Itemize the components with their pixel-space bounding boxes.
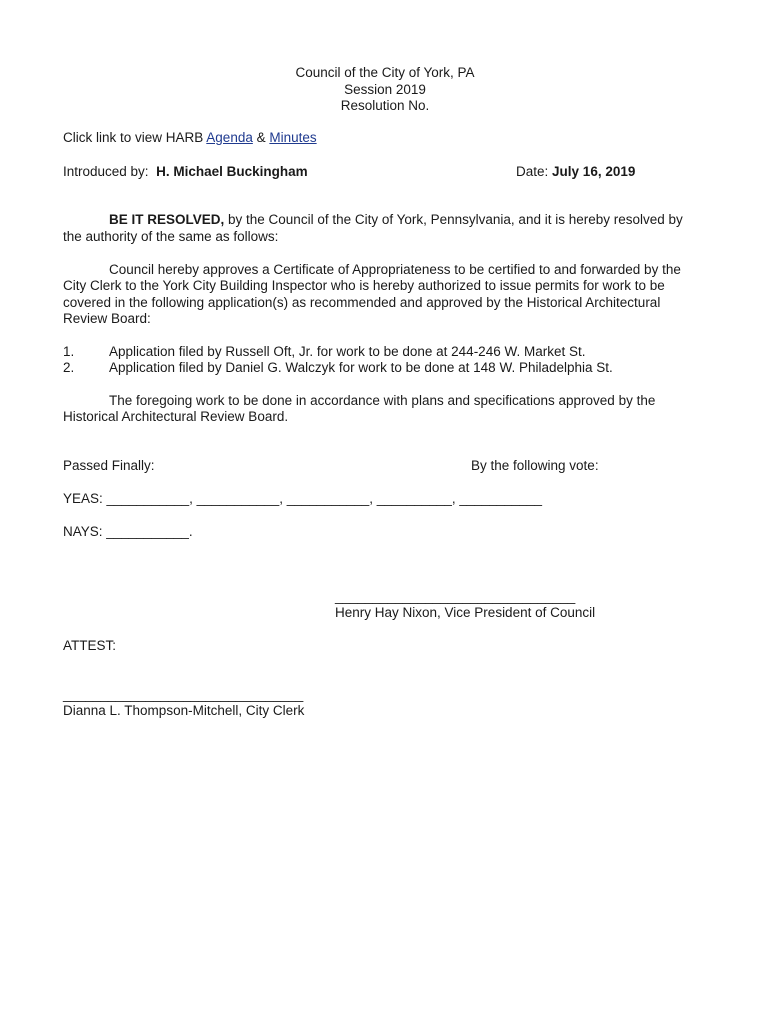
vp-signature-line: ________________________________ [335, 589, 576, 604]
yeas-line: YEAS: ___________, ___________, ___________, __________, ___________ [63, 491, 542, 506]
vp-name: Henry Hay Nixon, Vice President of Council [335, 605, 596, 620]
body-paragraph-line-1: Council hereby approves a Certificate of Appropriateness to be certified to and forwarded by the [109, 262, 681, 277]
header-resolution-no: Resolution No. [340, 98, 430, 113]
minutes-link[interactable]: Minutes [269, 130, 317, 145]
date-value: July 16, 2019 [552, 164, 636, 179]
body-paragraph-line-3: covered in the following application(s) as recommended and approved by the Historical Architectural [63, 295, 661, 310]
body-paragraph-line-2: City Clerk to the York City Building Inspector who is hereby authorized to issue permits for work to be [63, 278, 665, 293]
harb-links-line [63, 129, 317, 146]
body-paragraph-line-4: Review Board: [63, 311, 151, 326]
attest-label: ATTEST: [63, 638, 117, 653]
harb-links-prefix: Click link to view HARB [63, 130, 207, 145]
application-num-2: 2. [63, 360, 75, 375]
nays-line: NAYS: ___________. [63, 524, 193, 539]
header-council: Council of the City of York, PA [295, 65, 475, 80]
introduced-by-label: Introduced by: [63, 164, 149, 179]
following-vote-label: By the following vote: [471, 458, 599, 473]
date-line [516, 163, 635, 180]
application-text-1: Application filed by Russell Oft, Jr. for work to be done at 244-246 W. Market St. [109, 344, 586, 359]
application-num-1: 1. [63, 344, 75, 359]
agenda-link[interactable]: Agenda [206, 130, 253, 145]
clerk-signature-line: ________________________________ [63, 687, 304, 702]
introduced-by-name: H. Michael Buckingham [156, 164, 308, 179]
introduced-by-line [63, 163, 308, 180]
foregoing-line-2: Historical Architectural Review Board. [63, 409, 289, 424]
date-label: Date: [516, 164, 549, 179]
harb-links-amp: & [252, 130, 270, 145]
header-session: Session 2019 [344, 82, 426, 97]
passed-finally-label: Passed Finally: [63, 458, 155, 473]
resolved-rest-1: by the Council of the City of York, Pennsylvania, and it is hereby resolved by [224, 212, 683, 227]
foregoing-line-1: The foregoing work to be done in accordance with plans and specifications approved by the [109, 393, 656, 408]
resolved-line-1 [109, 211, 683, 228]
clerk-name: Dianna L. Thompson-Mitchell, City Clerk [63, 703, 305, 718]
resolved-rest-2: the authority of the same as follows: [63, 229, 279, 244]
resolved-lead: BE IT RESOLVED, [109, 212, 225, 227]
application-text-2: Application filed by Daniel G. Walczyk for work to be done at 148 W. Philadelphia St. [109, 360, 613, 375]
